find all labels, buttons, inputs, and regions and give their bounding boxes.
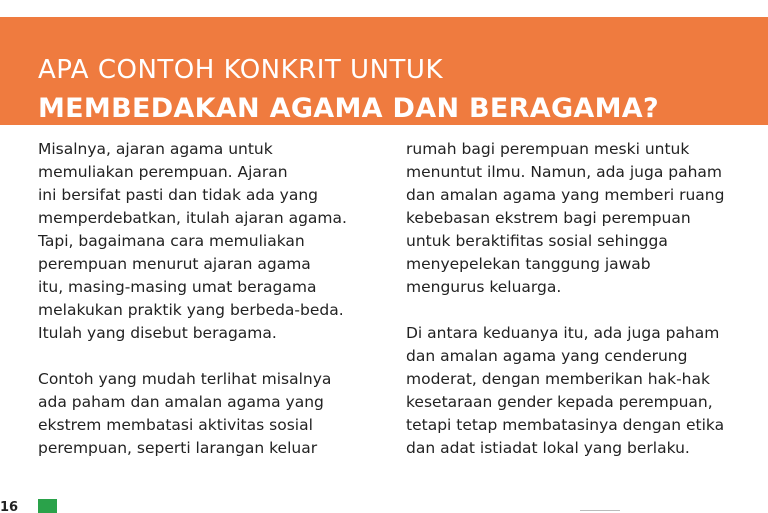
- green-page-marker: [38, 499, 57, 513]
- text-line: tetapi tetap membatasinya dengan etika: [406, 416, 725, 434]
- text-line: moderat, dengan memberikan hak-hak: [406, 370, 710, 388]
- text-line: ada paham dan amalan agama yang: [38, 393, 324, 411]
- title-line-2: MEMBEDAKAN AGAMA DAN BERAGAMA?: [38, 93, 659, 124]
- text-line: menuntut ilmu. Namun, ada juga paham: [406, 163, 723, 181]
- text-line: ini bersifat pasti dan tidak ada yang: [38, 186, 318, 204]
- left-paragraph-1: [38, 138, 383, 345]
- text-line: dan amalan agama yang memberi ruang: [406, 186, 725, 204]
- text-line: perempuan menurut ajaran agama: [38, 255, 311, 273]
- left-column: [38, 138, 383, 483]
- text-line: Itulah yang disebut beragama.: [38, 324, 277, 342]
- title-banner: [0, 17, 768, 125]
- text-line: kesetaraan gender kepada perempuan,: [406, 393, 713, 411]
- text-line: kebebasan ekstrem bagi perempuan: [406, 209, 691, 227]
- text-line: rumah bagi perempuan meski untuk: [406, 140, 690, 158]
- right-paragraph-1: [406, 138, 751, 299]
- text-line: memperdebatkan, itulah ajaran agama.: [38, 209, 347, 227]
- text-line: itu, masing-masing umat beragama: [38, 278, 317, 296]
- text-line: perempuan, seperti larangan keluar: [38, 439, 318, 457]
- text-line: dan adat istiadat lokal yang berlaku.: [406, 439, 690, 457]
- text-line: mengurus keluarga.: [406, 278, 562, 296]
- text-line: memuliakan perempuan. Ajaran: [38, 163, 288, 181]
- text-line: untuk beraktifitas sosial sehingga: [406, 232, 668, 250]
- page-number: 16: [0, 500, 19, 513]
- text-line: Contoh yang mudah terlihat misalnya: [38, 370, 332, 388]
- bottom-divider: [580, 510, 620, 511]
- text-line: menyepelekan tanggung jawab: [406, 255, 651, 273]
- left-paragraph-2: [38, 368, 383, 460]
- right-column: [406, 138, 751, 483]
- text-line: melakukan praktik yang berbeda-beda.: [38, 301, 344, 319]
- text-line: Misalnya, ajaran agama untuk: [38, 140, 273, 158]
- text-line: Tapi, bagaimana cara memuliakan: [38, 232, 305, 250]
- text-line: ekstrem membatasi aktivitas sosial: [38, 416, 313, 434]
- right-paragraph-2: [406, 322, 751, 460]
- text-line: Di antara keduanya itu, ada juga paham: [406, 324, 720, 342]
- text-line: dan amalan agama yang cenderung: [406, 347, 688, 365]
- title-line-1: APA CONTOH KONKRIT UNTUK: [38, 55, 443, 85]
